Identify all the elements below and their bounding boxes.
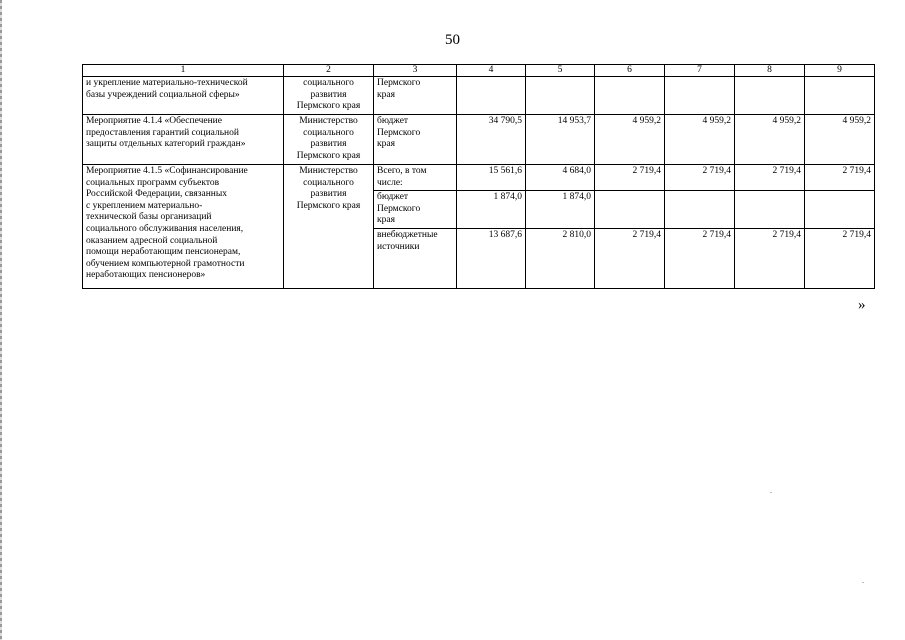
value-cell: [735, 191, 805, 229]
page-number: 50: [445, 32, 460, 48]
closing-quote: »: [858, 297, 866, 313]
value-cell: 14 953,7: [526, 115, 595, 165]
column-number-row: [83, 65, 875, 77]
value-cell: 4 959,2: [735, 115, 805, 165]
value-cell: [665, 191, 735, 229]
scan-speck: [770, 492, 772, 493]
scan-left-edge: [0, 0, 2, 640]
funding-source-cell: Пермского края: [374, 77, 457, 115]
table-row-event-4-1-4: [83, 115, 875, 165]
table-row-event-4-1-5-total: [83, 165, 875, 191]
value-cell: 2 719,4: [595, 229, 665, 289]
value-cell: [805, 191, 875, 229]
value-cell: 2 719,4: [595, 165, 665, 191]
value-cell: 2 719,4: [735, 229, 805, 289]
funding-source-cell: бюджет Пермского края: [374, 191, 457, 229]
value-cell: 2 719,4: [665, 165, 735, 191]
column-number: 6: [595, 65, 665, 77]
value-cell: 4 959,2: [805, 115, 875, 165]
column-number: 9: [805, 65, 875, 77]
column-number: 2: [284, 65, 374, 77]
value-cell: 4 684,0: [526, 165, 595, 191]
value-cell: 2 719,4: [665, 229, 735, 289]
value-cell: 4 959,2: [595, 115, 665, 165]
value-cell: 34 790,5: [457, 115, 526, 165]
value-cell: 15 561,6: [457, 165, 526, 191]
scan-speck: [862, 582, 864, 583]
column-number: 3: [374, 65, 457, 77]
value-cell: [526, 77, 595, 115]
value-cell: [735, 77, 805, 115]
value-cell: [595, 77, 665, 115]
event-name-cell: Мероприятие 4.1.5 «Софинансирование социальных программ субъектов Российской Федерации, связанных с укреплением материально- технической базы организаций социального обслуживания населения, оказанием адресной социальной помощи неработающим пенсионерам, обучением компьютерной грамотности неработающих пенсионеров»: [83, 165, 284, 289]
value-cell: 2 719,4: [805, 165, 875, 191]
value-cell: 2 719,4: [805, 229, 875, 289]
value-cell: 4 959,2: [665, 115, 735, 165]
value-cell: 1 874,0: [526, 191, 595, 229]
value-cell: [595, 191, 665, 229]
funding-source-cell: Всего, в том числе:: [374, 165, 457, 191]
column-number: 4: [457, 65, 526, 77]
column-number: 1: [83, 65, 284, 77]
value-cell: 2 810,0: [526, 229, 595, 289]
value-cell: 1 874,0: [457, 191, 526, 229]
funding-source-cell: внебюджетные источники: [374, 229, 457, 289]
executor-cell: социального развития Пермского края: [284, 77, 374, 115]
event-name-cell: и укрепление материально-технической базы учреждений социальной сферы»: [83, 77, 284, 115]
value-cell: [805, 77, 875, 115]
value-cell: [457, 77, 526, 115]
budget-table: [82, 64, 875, 289]
column-number: 7: [665, 65, 735, 77]
value-cell: [665, 77, 735, 115]
value-cell: 2 719,4: [735, 165, 805, 191]
column-number: 8: [735, 65, 805, 77]
executor-cell: Министерство социального развития Пермского края: [284, 115, 374, 165]
value-cell: 13 687,6: [457, 229, 526, 289]
event-name-cell: Мероприятие 4.1.4 «Обеспечение предоставления гарантий социальной защиты отдельных категорий граждан»: [83, 115, 284, 165]
column-number: 5: [526, 65, 595, 77]
executor-cell: Министерство социального развития Пермского края: [284, 165, 374, 289]
table-row-continuation: [83, 77, 875, 115]
funding-source-cell: бюджет Пермского края: [374, 115, 457, 165]
